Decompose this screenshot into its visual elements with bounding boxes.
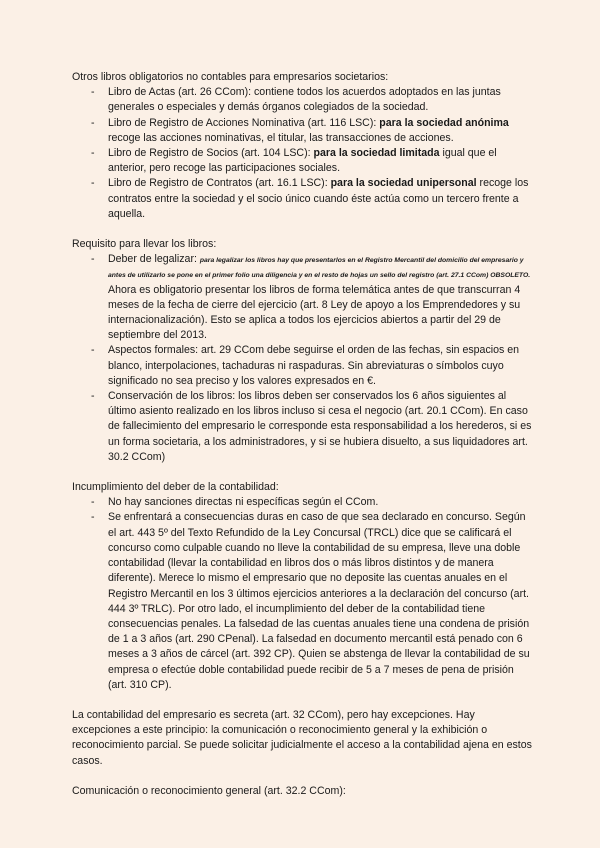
list-item: - Se enfrentará a consecuencias duras en caso de que sea declarado en concurso. Según el art. 443 5º del Texto Refundido de la Ley Concursal (TRCL) dice que se calificará el concurso como culpable cuando no lleve la contabilidad de su empresa, lleve una doble contabilidad (llevar la contabilidad en libros dos o más libros distintos y de manera diferente). Merece lo mismo el empresario que no deposite las cuentas anuales en el Registro Mercantil en los 3 últimos ejercicios anteriores a la declaración del concurso (art. 444 3º TRLC). Por otro lado, el incumplimiento del deber de la contabilidad tiene consecuencias penales. La falsedad de las cuentas anuales tiene una condena de prisión de 1 a 3 años (art. 290 CPenal). La falsedad en documento mercantil está penado con 6 meses a 3 años de cárcel (art. 392 CP). Quien se abstenga de llevar la contabilidad de su empresa o efectúe doble contabilidad puede recibir de 5 a 7 meses de pena de prisión (art. 310 CP). [108,510,532,692]
list-item: - Libro de Registro de Socios (art. 104 LSC): para la sociedad limitada igual que el anterior, pero recoge las participaciones sociales. [108,146,532,176]
list-item: - Libro de Registro de Acciones Nominativa (art. 116 LSC): para la sociedad anónima recoge las acciones nominativas, el titular, las transacciones de acciones. [108,116,532,146]
paragraph-secreta: La contabilidad del empresario es secreta (art. 32 CCom), pero hay excepciones. Hay excepciones a este principio: la comunicación o reconocimiento general y la exhibición o reconocimiento parcial. Se puede solicitar judicialmente el acceso a la contabilidad ajena en estos casos. [72,708,532,767]
document-body [72,70,532,799]
list-item: - No hay sanciones directas ni específicas según el CCom. [108,495,532,510]
requisito-list [72,252,532,465]
section-heading-comunicacion: Comunicación o reconocimiento general (art. 32.2 CCom): [72,784,346,797]
spacer [72,222,532,237]
incumplimiento-list [72,495,532,693]
otros-libros-list [72,85,532,222]
section-heading-requisito: Requisito para llevar los libros: [72,238,217,251]
section-heading-incumplimiento: Incumplimiento del deber de la contabilidad: [72,481,279,494]
list-item: - Conservación de los libros: los libros deben ser conservados los 6 años siguientes al último asiento realizado en los libros incluso si cesa el negocio (art. 20.1 CCom). En caso de fallecimiento del empresario le corresponde esta responsabilidad a los herederos, si es un forma societaria, a los administradores, y si se hubiera disuelto, a sus liquidadores art. 30.2 CCom) [108,389,532,465]
list-item: - Deber de legalizar: para legalizar los libros hay que presentarlos en el Registro Mercantil del domicilio del empresario y antes de utilizarlo se pone en el primer folio una diligencia y en el resto de hojas un sello del registro (art. 27.1 CCom) OBSOLETO. Ahora es obligatorio presentar los libros de forma telemática antes de que transcurran 4 meses de la fecha de cierre del ejercicio (art. 8 Ley de apoyo a los Emprendedores y su internacionalización). Esto se aplica a todos los ejercicios abiertos a partir del 29 de septiembre del 2013. [108,252,532,343]
spacer [72,769,532,784]
obsolete-note: para legalizar los libros hay que presentarlos en el Registro Mercantil del domicilio del empresario y antes de utilizarlo se pone en el primer folio una diligencia y en el resto de hojas un sello del registro (art. 27.1 CCom) OBSOLETO. [108,257,531,280]
section-heading-otros-libros: Otros libros obligatorios no contables para empresarios societarios: [72,71,389,83]
list-item: - Aspectos formales: art. 29 CCom debe seguirse el orden de las fechas, sin espacios en blanco, interpolaciones, tachaduras ni raspaduras. Sin abreviaturas o símbolos cuyo significado no sea preciso y los valores expresados en €. [108,343,532,389]
spacer [72,465,532,480]
list-item: - Libro de Actas (art. 26 CCom): contiene todos los acuerdos adoptados en las juntas generales o especiales y demás órganos colegiados de la sociedad. [108,85,532,115]
list-item: - Libro de Registro de Contratos (art. 16.1 LSC): para la sociedad unipersonal recoge los contratos entre la sociedad y el socio único cuando éste actúa como un tercero frente a aquella. [108,176,532,222]
spacer [72,693,532,708]
